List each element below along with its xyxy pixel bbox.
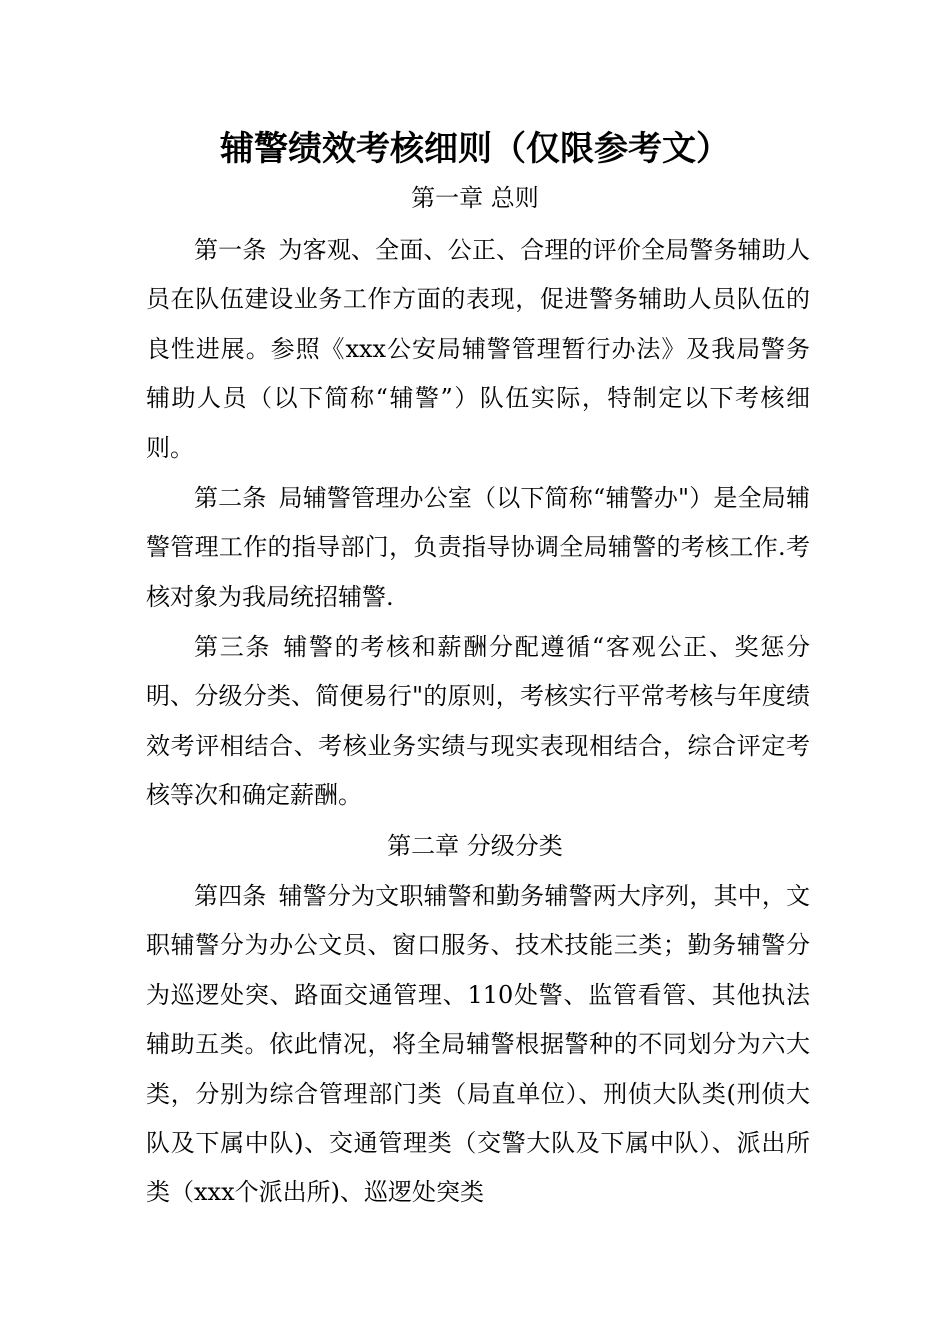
article-text: 为客观、全面、公正、合理的评价全局警务辅助人员在队伍建设业务工作方面的表现，促进警务辅助人员队伍的良性进展。参照《xxx公安局辅警管理暂行办法》及我局警务辅助人员（以下简称“辅警”）队伍实际，特制定以下考核细则。 [146, 236, 810, 462]
article-text: 辅警的考核和薪酬分配遵循“客观公正、奖惩分明、分级分类、简便易行"的原则，考核实行平常考核与年度绩效考评相结合、考核业务实绩与现实表现相结合，综合评定考核等次和确定薪酬。 [146, 633, 810, 810]
article-3 [146, 623, 810, 821]
chapter-heading-1: 第一章 总则 [411, 184, 539, 212]
article-number: 第二条 [194, 484, 267, 512]
article-text: 局辅警管理办公室（以下简称“辅警办"）是全局辅警管理工作的指导部门，负责指导协调全局辅警的考核工作.考核对象为我局统招辅警. [146, 484, 810, 611]
article-4 [146, 872, 810, 1218]
article-1 [146, 226, 810, 473]
article-number: 第三条 [194, 633, 272, 661]
document-title: 辅警绩效考核细则（仅限参考文） [220, 129, 730, 169]
chapter-heading-2: 第二章 分级分类 [387, 832, 563, 860]
article-text: 辅警分为文职辅警和勤务辅警两大序列，其中，文职辅警分为办公文员、窗口服务、技术技能三类；勤务辅警分为巡逻处突、路面交通管理、110处警、监管看管、其他执法辅助五类。依此情况，将全局辅警根据警种的不同划分为六大类，分别为综合管理部门类（局直单位）、刑侦大队类(刑侦大队及下属中队)、交通管理类（交警大队及下属中队）、派出所类（xxx个派出所)、巡逻处突类 [146, 882, 810, 1207]
article-2 [146, 474, 810, 622]
article-number: 第四条 [194, 882, 267, 910]
article-number: 第一条 [194, 236, 267, 264]
